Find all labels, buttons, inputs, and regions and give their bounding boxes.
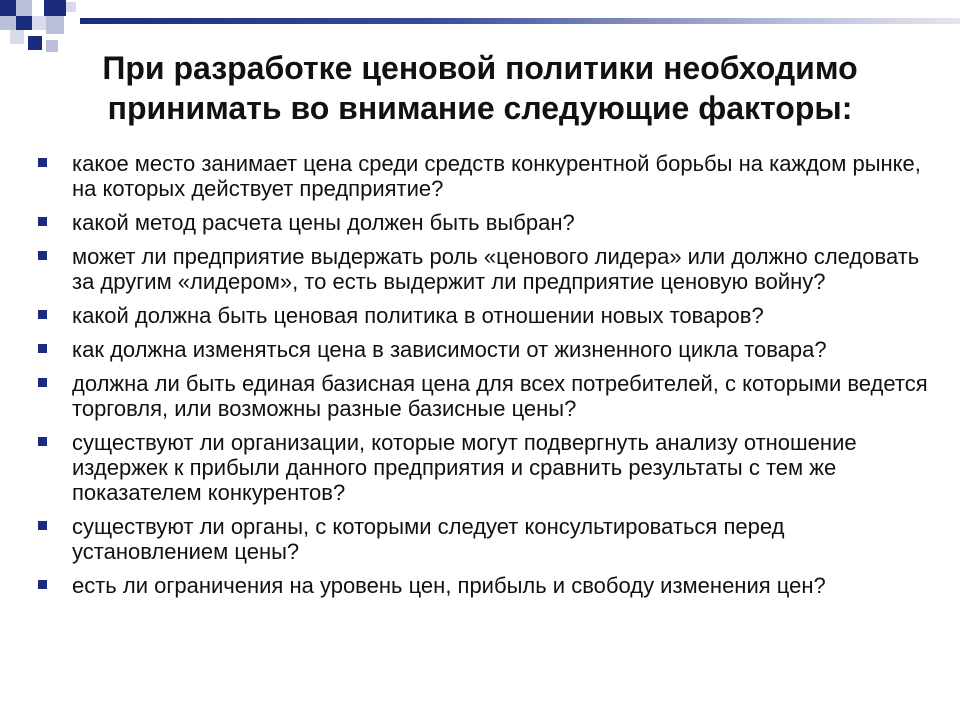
list-item-text: как должна изменяться цена в зависимости от жизненного цикла товара? [72,337,827,362]
list-item-text: какой должна быть ценовая политика в отношении новых товаров? [72,303,764,328]
list-item [38,151,933,201]
square-bullet-icon [38,251,47,260]
list-item-text: существуют ли органы, с которыми следует консультироваться перед установлением цены? [72,514,785,564]
list-item-text: существуют ли организации, которые могут подвергнуть анализу отношение издержек к прибыли данного предприятия и сравнить результаты с тем же показателем конкурентов? [72,430,857,505]
list-item [38,210,933,235]
list-item [38,337,933,362]
square-bullet-icon [38,580,47,589]
list-item-text: должна ли быть единая базисная цена для всех потребителей, с которыми ведется торговля, или возможны разные базисные цены? [72,371,928,421]
list-item-text: какой метод расчета цены должен быть выбран? [72,210,575,235]
list-item-text: есть ли ограничения на уровень цен, прибыль и свободу изменения цен? [72,573,826,598]
slide-title: При разработке ценовой политики необходимо принимать во внимание следующие факторы: [102,50,858,126]
square-bullet-icon [38,344,47,353]
top-accent-bar [80,18,960,24]
factors-list [38,151,933,607]
list-item [38,430,933,505]
square-bullet-icon [38,310,47,319]
list-item [38,303,933,328]
list-item [38,371,933,421]
square-bullet-icon [38,217,47,226]
list-item [38,573,933,598]
list-item-text: какое место занимает цена среди средств конкурентной борьбы на каждом рынке, на которых действует предприятие? [72,151,921,201]
square-bullet-icon [38,378,47,387]
list-item [38,244,933,294]
square-bullet-icon [38,521,47,530]
square-bullet-icon [38,158,47,167]
list-item-text: может ли предприятие выдержать роль «ценового лидера» или должно следовать за другим «лидером», то есть выдержит ли предприятие ценовую войну? [72,244,920,294]
list-item [38,514,933,564]
square-bullet-icon [38,437,47,446]
